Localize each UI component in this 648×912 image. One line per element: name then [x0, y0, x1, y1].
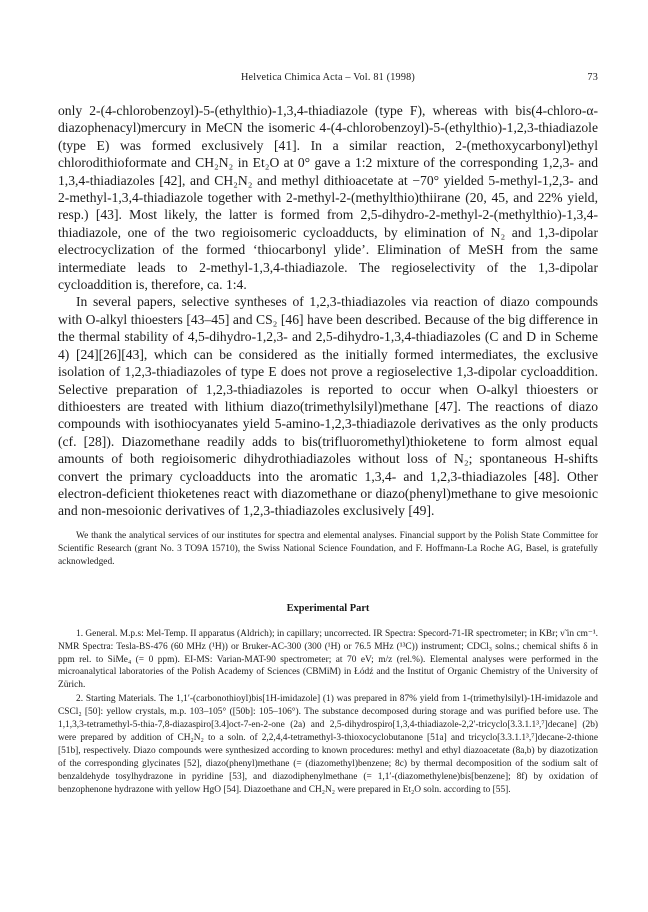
body-text	[58, 102, 598, 520]
body-paragraph-1: only 2-(4-chlorobenzoyl)-5-(ethylthio)-1,3,4-thiadiazole (type F), whereas with bis(4-chloro-α-diazophenacyl)mercury in MeCN the isomeric 4-(4-chlorobenzoyl)-5-(ethylthio)-1,2,3-thiadiazole (type E) was formed exclusively [41]. In a similar reaction, 2-(methoxycarbonyl)ethyl chlorodithioformate and CH₂N₂ in Et₂O at 0° gave a 1:2 mixture of the corresponding 1,2,3- and 1,3,4-thiadiazoles [42], and CH₂N₂ and methyl dithioacetate at −70° yielded 5-methyl-1,2,3- and 2-methyl-1,3,4-thiadiazole together with 2-methyl-2-(methylthio)thiirane (20, 45, and 22% yield, resp.) [43]. Most likely, the latter is formed from 2,5-dihydro-2-methyl-2-(methylthio)-1,3,4-thiadiazole, one of the two regioisomeric cycloadducts, by elimination of N₂ and 1,3-dipolar electrocyclization of the formed ‘thiocarbonyl ylide’. Elimination of MeSH from the same intermediate leads to 2-methyl-1,3,4-thiadiazole. The regioselectivity of the 1,3-dipolar cycloaddition is, therefore, ca. 1:4.	[58, 103, 598, 293]
running-head	[58, 72, 598, 88]
experimental-general: 1. General. M.p.s: Mel-Temp. II apparatus (Aldrich); in capillary; uncorrected. IR Spectra: Specord-71-IR spectrometer; in KBr; ν̃ in cm⁻¹. NMR Spectra: Tesla-BS-476 (60 MHz (¹H)) or Bruker-AC-300 (300 (¹H) or 76.5 MHz (¹³C)) instrument; CDCl₃ solns.; chemical shifts δ in ppm rel. to SiMe₄ (= 0 ppm). EI-MS: Varian-MAT-90 spectrometer; at 70 eV; m/z (rel.%). Elemental analyses were performed in the microanalytical laboratories of the Polish Academy of Sciences (CBMiM) in Łódź and the Institut of Organic Chemistry of the University of Zürich.	[58, 628, 598, 691]
experimental-section	[58, 628, 598, 797]
experimental-starting-materials: 2. Starting Materials. The 1,1′-(carbonothioyl)bis[1H-imidazole] (1) was prepared in 87% yield from 1-(trimethylsilyl)-1H-imidazole and CSCl₂ [50]: yellow crystals, m.p. 103–105° ([50b]: 105–106°). The substance decomposed during storage and was purified before use. The 1,1,3,3-tetramethyl-5-thia-7,8-diazaspiro[3.4]oct-7-en-2-one (2a) and 2,5-dihydrospiro[1,3,4-thiadiazole-2,2′-tricyclo[3.3.1.1³,⁷]decane] (2b) were prepared by addition of CH₂N₂ to a soln. of 2,2,4,4-tetramethyl-3-thioxocyclobutanone [51a] and tricyclo[3.3.1.1³,⁷]decane-2-thione [51b], respectively. Diazo compounds were synthesized according to known procedures: methyl and ethyl diazoacetate (8a,b) by diazotization of the corresponding glycinates [52], diazo(phenyl)methane (= (diazomethyl)benzene; 8c) by thermal decomposition of the sodium salt of benzaldehyde tosylhydrazone in pyridine [53], and diazodiphenylmethane (= 1,1′-(diazomethylene)bis[benzene]; 8f) by oxidation of benzophenone hydrazone with yellow HgO [54]. Diazoethane and CH₂N₂ were prepared in Et₂O soln. according to [55].	[58, 694, 598, 795]
journal-title: Helvetica Chimica Acta – Vol. 81 (1998)	[240, 72, 416, 83]
body-paragraph-2: In several papers, selective syntheses of 1,2,3-thiadiazoles via reaction of diazo compounds with O-alkyl thioesters [43–45] and CS₂ [46] have been described. Because of the big difference in the thermal stability of 4,5-dihydro-1,2,3- and 2,5-dihydro-1,3,4-thiadiazoles (C and D in Scheme 4) [24][26][43], which can be considered as the initially formed intermediates, the exclusive isolation of 1,2,3-thiadiazoles of type E does not prove a regioselective 1,3-dipolar cycloaddition. Selective preparation of 1,2,3-thiadiazoles is reported to occur when O-alkyl thioesters or dithioesters are treated with lithium diazo(trimethylsilyl)methane [47]. The reactions of diazo compounds with isothiocyanates yield 5-amino-1,2,3-thiadiazole derivatives as the only products (cf. [28]). Diazomethane readily adds to bis(trifluoromethyl)thioketene to form almost equal amounts of both regioisomeric dihydrothiadiazoles without loss of N₂; spontaneous H-shifts convert the primary cycloadducts into the aromatic 1,3,4- and 1,2,3-thiadiazoles [48]. Other electron-deficient thioketenes react with diazomethane or diazo(phenyl)methane to give mesoionic and non-mesoionic derivatives of 1,2,3-thiadiazoles exclusively [49].	[58, 294, 598, 519]
acknowledgement: We thank the analytical services of our institutes for spectra and elemental analyses. Financial support by the Polish State Committee for Scientific Research (grant No. 3 TO9A 15710), the Swiss National Science Foundation, and F. Hoffmann-La Roche AG, Basel, is gratefully acknowledged.	[58, 530, 598, 567]
page-number: 73	[587, 72, 598, 83]
journal-page	[58, 72, 598, 797]
section-title: Experimental Part	[286, 602, 370, 614]
